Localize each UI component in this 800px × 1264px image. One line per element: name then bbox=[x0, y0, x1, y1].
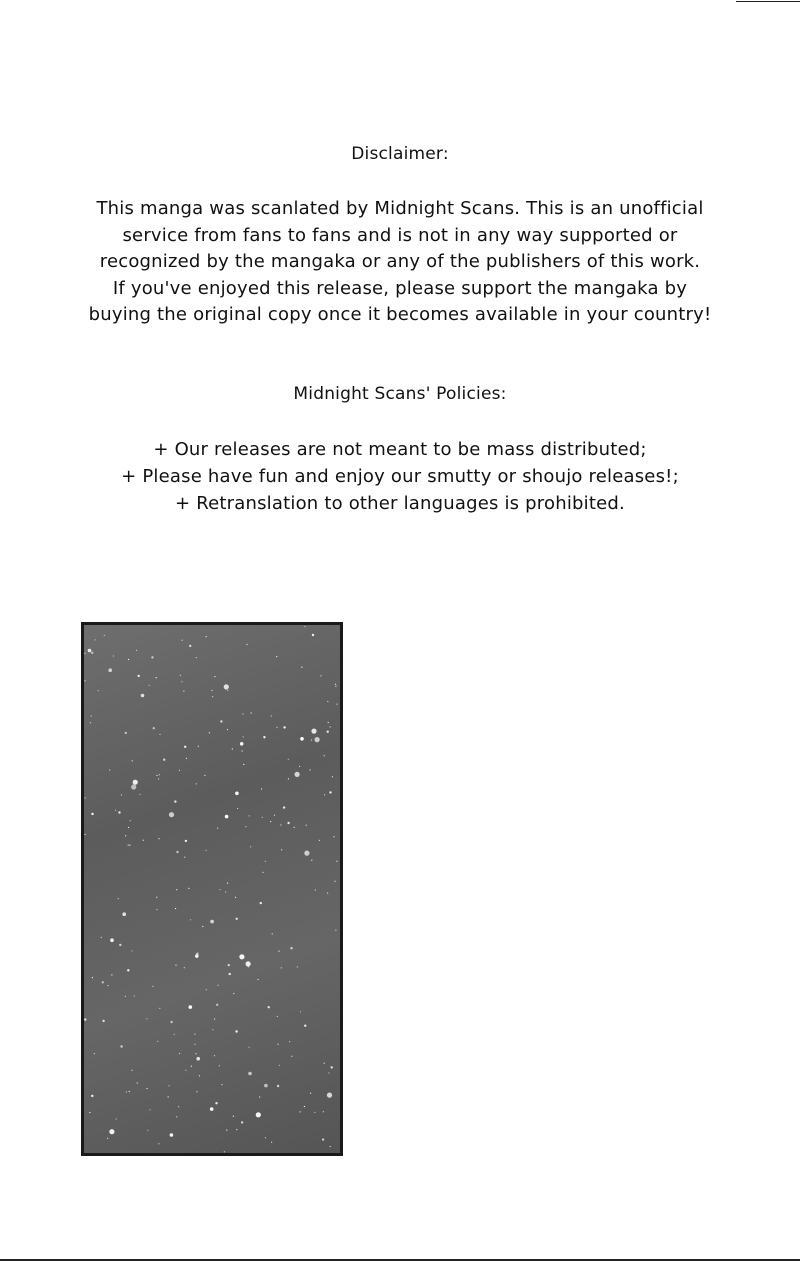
star bbox=[184, 746, 186, 748]
star bbox=[175, 965, 176, 966]
star bbox=[262, 817, 263, 818]
star bbox=[211, 690, 212, 691]
disclaimer-line: buying the original copy once it becomes available in your country! bbox=[88, 304, 712, 325]
star bbox=[194, 1034, 195, 1035]
star bbox=[224, 1151, 225, 1152]
star bbox=[276, 656, 277, 657]
star bbox=[288, 778, 289, 779]
star bbox=[89, 1112, 90, 1113]
star bbox=[138, 675, 140, 677]
star bbox=[233, 1116, 234, 1117]
star bbox=[190, 919, 191, 920]
star bbox=[188, 888, 189, 889]
star bbox=[147, 1130, 148, 1131]
star bbox=[109, 769, 110, 770]
star bbox=[217, 828, 218, 829]
star bbox=[271, 715, 272, 716]
star bbox=[290, 947, 292, 949]
star bbox=[185, 1070, 186, 1071]
star bbox=[250, 846, 251, 847]
star bbox=[221, 1084, 222, 1085]
star bbox=[256, 1112, 261, 1117]
star bbox=[174, 1034, 175, 1035]
star bbox=[183, 691, 184, 692]
star bbox=[246, 961, 251, 966]
star bbox=[272, 933, 273, 934]
star bbox=[108, 668, 112, 672]
star bbox=[229, 973, 231, 975]
star bbox=[85, 680, 86, 681]
disclaimer-text bbox=[0, 196, 800, 329]
star bbox=[327, 701, 328, 702]
star bbox=[216, 1004, 218, 1006]
star bbox=[92, 977, 93, 978]
star bbox=[125, 732, 127, 734]
star bbox=[328, 1072, 329, 1073]
star bbox=[158, 778, 159, 779]
star bbox=[206, 636, 207, 637]
star bbox=[85, 797, 86, 798]
star bbox=[300, 737, 304, 741]
star bbox=[239, 954, 244, 959]
star bbox=[202, 926, 203, 927]
star bbox=[175, 908, 176, 909]
star bbox=[278, 951, 279, 952]
star bbox=[210, 1107, 214, 1111]
bottom-edge-line bbox=[0, 1259, 800, 1261]
star bbox=[251, 712, 252, 713]
star bbox=[324, 1063, 325, 1064]
star bbox=[237, 808, 238, 809]
star bbox=[129, 845, 130, 846]
star bbox=[168, 1096, 169, 1097]
star bbox=[176, 851, 178, 853]
star bbox=[335, 686, 336, 687]
star bbox=[189, 1005, 193, 1009]
star bbox=[179, 1053, 180, 1054]
star bbox=[91, 813, 93, 815]
star bbox=[283, 726, 285, 728]
star bbox=[262, 872, 263, 873]
star bbox=[210, 920, 214, 924]
policy-item: + Retranslation to other languages is prohibited. bbox=[175, 493, 625, 514]
star bbox=[129, 1091, 130, 1092]
star bbox=[265, 1137, 266, 1138]
star bbox=[125, 996, 126, 997]
star bbox=[125, 835, 126, 836]
star bbox=[232, 748, 233, 749]
star bbox=[169, 1085, 170, 1086]
star bbox=[287, 822, 289, 824]
star bbox=[322, 1138, 324, 1140]
star bbox=[327, 893, 328, 894]
star bbox=[220, 889, 221, 890]
star bbox=[159, 734, 160, 735]
star bbox=[220, 720, 222, 722]
star bbox=[334, 881, 335, 882]
star bbox=[159, 1008, 160, 1009]
star bbox=[128, 845, 129, 846]
star bbox=[132, 950, 133, 951]
star bbox=[126, 1092, 127, 1093]
star bbox=[113, 655, 114, 656]
star bbox=[225, 815, 229, 819]
star bbox=[299, 766, 300, 767]
star bbox=[336, 704, 337, 705]
star bbox=[196, 1091, 197, 1092]
star bbox=[156, 677, 157, 678]
star bbox=[182, 640, 183, 641]
star bbox=[146, 1018, 147, 1019]
star bbox=[265, 861, 266, 862]
star bbox=[206, 850, 207, 851]
star bbox=[109, 1129, 114, 1134]
star bbox=[195, 954, 199, 958]
star bbox=[101, 937, 102, 938]
star bbox=[249, 1047, 250, 1048]
star bbox=[139, 794, 140, 795]
star bbox=[156, 909, 157, 910]
star bbox=[107, 985, 108, 986]
star bbox=[149, 1109, 150, 1110]
star bbox=[128, 827, 129, 828]
star bbox=[276, 727, 277, 728]
star bbox=[260, 902, 262, 904]
star bbox=[331, 1066, 333, 1068]
star bbox=[214, 1018, 215, 1019]
star bbox=[84, 1018, 86, 1020]
star bbox=[330, 1146, 331, 1147]
star bbox=[176, 889, 177, 890]
star bbox=[288, 759, 289, 760]
star bbox=[300, 1111, 301, 1112]
star bbox=[304, 851, 309, 856]
star bbox=[330, 726, 331, 727]
star bbox=[306, 825, 307, 826]
star bbox=[184, 857, 185, 858]
star bbox=[335, 684, 336, 685]
star bbox=[196, 657, 197, 658]
star bbox=[243, 736, 244, 737]
star bbox=[84, 653, 85, 654]
star bbox=[118, 811, 120, 813]
star bbox=[206, 989, 207, 990]
star bbox=[241, 1121, 243, 1123]
star bbox=[130, 820, 131, 821]
top-edge-line bbox=[736, 1, 800, 2]
star bbox=[304, 1025, 306, 1027]
star bbox=[133, 780, 138, 785]
star bbox=[119, 944, 121, 946]
star bbox=[274, 815, 275, 816]
star bbox=[102, 1020, 104, 1022]
star bbox=[271, 1142, 272, 1143]
star bbox=[185, 840, 187, 842]
disclaimer-line: This manga was scanlated by Midnight Scans. This is an unofficial bbox=[96, 198, 704, 219]
star bbox=[235, 897, 236, 898]
star bbox=[189, 645, 191, 647]
star bbox=[198, 746, 199, 747]
star bbox=[143, 840, 144, 841]
star bbox=[209, 732, 210, 733]
star bbox=[152, 986, 153, 987]
star bbox=[249, 815, 250, 816]
starry-sky-panel bbox=[81, 622, 343, 1156]
star bbox=[180, 675, 181, 676]
star bbox=[278, 1044, 279, 1045]
star bbox=[235, 792, 239, 796]
star bbox=[170, 1133, 174, 1137]
star bbox=[312, 634, 314, 636]
star bbox=[280, 824, 281, 825]
star bbox=[327, 1093, 332, 1098]
star bbox=[98, 690, 99, 691]
star bbox=[169, 812, 174, 817]
star bbox=[329, 791, 331, 793]
star bbox=[204, 775, 205, 776]
star bbox=[227, 883, 228, 884]
star bbox=[328, 722, 329, 723]
star bbox=[311, 860, 312, 861]
star bbox=[157, 1041, 158, 1042]
star bbox=[226, 1130, 227, 1131]
star bbox=[248, 1072, 252, 1076]
star bbox=[118, 898, 119, 899]
star bbox=[196, 783, 197, 784]
star bbox=[214, 676, 215, 677]
star bbox=[136, 650, 137, 651]
star bbox=[149, 685, 150, 686]
star bbox=[294, 827, 295, 828]
star bbox=[88, 649, 92, 653]
star bbox=[170, 1021, 172, 1023]
star bbox=[195, 1053, 196, 1054]
star bbox=[95, 639, 96, 640]
star bbox=[153, 727, 155, 729]
star bbox=[268, 1006, 270, 1008]
star bbox=[311, 729, 316, 734]
star bbox=[236, 918, 238, 920]
star bbox=[310, 769, 311, 770]
star bbox=[324, 755, 325, 756]
star bbox=[179, 770, 180, 771]
policy-item: + Please have fun and enjoy our smutty or shoujo releases!; bbox=[121, 466, 679, 487]
star bbox=[240, 742, 244, 746]
star bbox=[132, 760, 133, 761]
star bbox=[242, 750, 243, 751]
star bbox=[159, 774, 160, 775]
star bbox=[227, 690, 228, 691]
star bbox=[224, 684, 229, 689]
star bbox=[311, 740, 312, 741]
star bbox=[277, 1085, 279, 1087]
star bbox=[196, 1057, 200, 1061]
star bbox=[131, 784, 136, 789]
star bbox=[122, 912, 126, 916]
star bbox=[151, 656, 153, 658]
star bbox=[156, 897, 157, 898]
star bbox=[225, 892, 226, 893]
star bbox=[199, 1075, 200, 1076]
star bbox=[116, 1118, 117, 1119]
star bbox=[194, 1044, 195, 1045]
star bbox=[212, 1029, 213, 1030]
star bbox=[236, 1129, 237, 1130]
star bbox=[319, 840, 320, 841]
star bbox=[85, 834, 86, 835]
star bbox=[279, 1065, 280, 1066]
star bbox=[247, 644, 248, 645]
star bbox=[264, 1084, 268, 1088]
disclaimer-line: recognized by the mangaka or any of the publishers of this work. bbox=[99, 251, 701, 272]
star-field bbox=[84, 625, 340, 1153]
star bbox=[178, 1106, 179, 1107]
star bbox=[333, 836, 334, 837]
policies-list bbox=[0, 436, 800, 517]
star bbox=[218, 985, 219, 986]
star bbox=[259, 1096, 260, 1097]
star bbox=[283, 806, 285, 808]
policy-item: + Our releases are not meant to be mass distributed; bbox=[153, 439, 647, 460]
star bbox=[102, 981, 104, 983]
star bbox=[120, 1045, 122, 1047]
star bbox=[335, 930, 336, 931]
star bbox=[104, 635, 105, 636]
star bbox=[270, 821, 271, 822]
star bbox=[327, 731, 329, 733]
star bbox=[219, 1065, 220, 1066]
star bbox=[315, 737, 320, 742]
star bbox=[295, 772, 300, 777]
star bbox=[228, 964, 230, 966]
star bbox=[215, 1102, 217, 1104]
star bbox=[158, 1143, 159, 1144]
star bbox=[91, 1095, 93, 1097]
star bbox=[304, 626, 305, 627]
star bbox=[107, 1138, 108, 1139]
star bbox=[258, 979, 259, 980]
disclaimer-line: service from fans to fans and is not in any way supported or bbox=[122, 224, 678, 246]
star bbox=[137, 1082, 138, 1083]
star bbox=[91, 652, 93, 654]
disclaimer-heading: Disclaimer: bbox=[351, 144, 449, 164]
star bbox=[297, 966, 298, 967]
star bbox=[141, 694, 145, 698]
star bbox=[301, 667, 302, 668]
star bbox=[214, 1055, 215, 1056]
star bbox=[314, 1112, 315, 1113]
star bbox=[315, 889, 316, 890]
star bbox=[115, 810, 116, 811]
star bbox=[233, 993, 234, 994]
star bbox=[227, 729, 228, 730]
star bbox=[134, 995, 135, 996]
star bbox=[163, 759, 165, 761]
star bbox=[261, 788, 262, 789]
star bbox=[212, 696, 213, 697]
star bbox=[158, 838, 159, 839]
star bbox=[156, 775, 157, 776]
disclaimer-line: If you've enjoyed this release, please support the mangaka by bbox=[112, 277, 688, 299]
star bbox=[94, 1053, 95, 1054]
star bbox=[176, 1116, 177, 1117]
star bbox=[91, 715, 92, 716]
star bbox=[128, 659, 129, 660]
star bbox=[181, 681, 182, 682]
star bbox=[277, 1016, 278, 1017]
star bbox=[281, 967, 282, 968]
star bbox=[281, 849, 282, 850]
star bbox=[320, 675, 321, 676]
star bbox=[127, 969, 129, 971]
star bbox=[121, 794, 122, 795]
policies-heading: Midnight Scans' Policies: bbox=[293, 384, 507, 404]
star bbox=[146, 1088, 147, 1089]
star bbox=[243, 764, 244, 765]
star bbox=[304, 1106, 305, 1107]
star bbox=[289, 1041, 290, 1042]
star bbox=[184, 967, 185, 968]
star bbox=[235, 1030, 237, 1032]
star bbox=[263, 736, 265, 738]
star bbox=[186, 758, 187, 759]
star bbox=[332, 776, 333, 777]
star bbox=[242, 713, 243, 714]
star bbox=[336, 861, 337, 862]
star bbox=[111, 974, 112, 975]
star bbox=[291, 1056, 292, 1057]
star bbox=[90, 722, 91, 723]
star bbox=[110, 938, 114, 942]
star bbox=[310, 1093, 311, 1094]
star bbox=[324, 794, 325, 795]
star bbox=[323, 1111, 324, 1112]
star bbox=[245, 826, 246, 827]
star bbox=[191, 1066, 192, 1067]
star bbox=[174, 800, 176, 802]
star bbox=[300, 1011, 301, 1012]
star bbox=[131, 1070, 132, 1071]
